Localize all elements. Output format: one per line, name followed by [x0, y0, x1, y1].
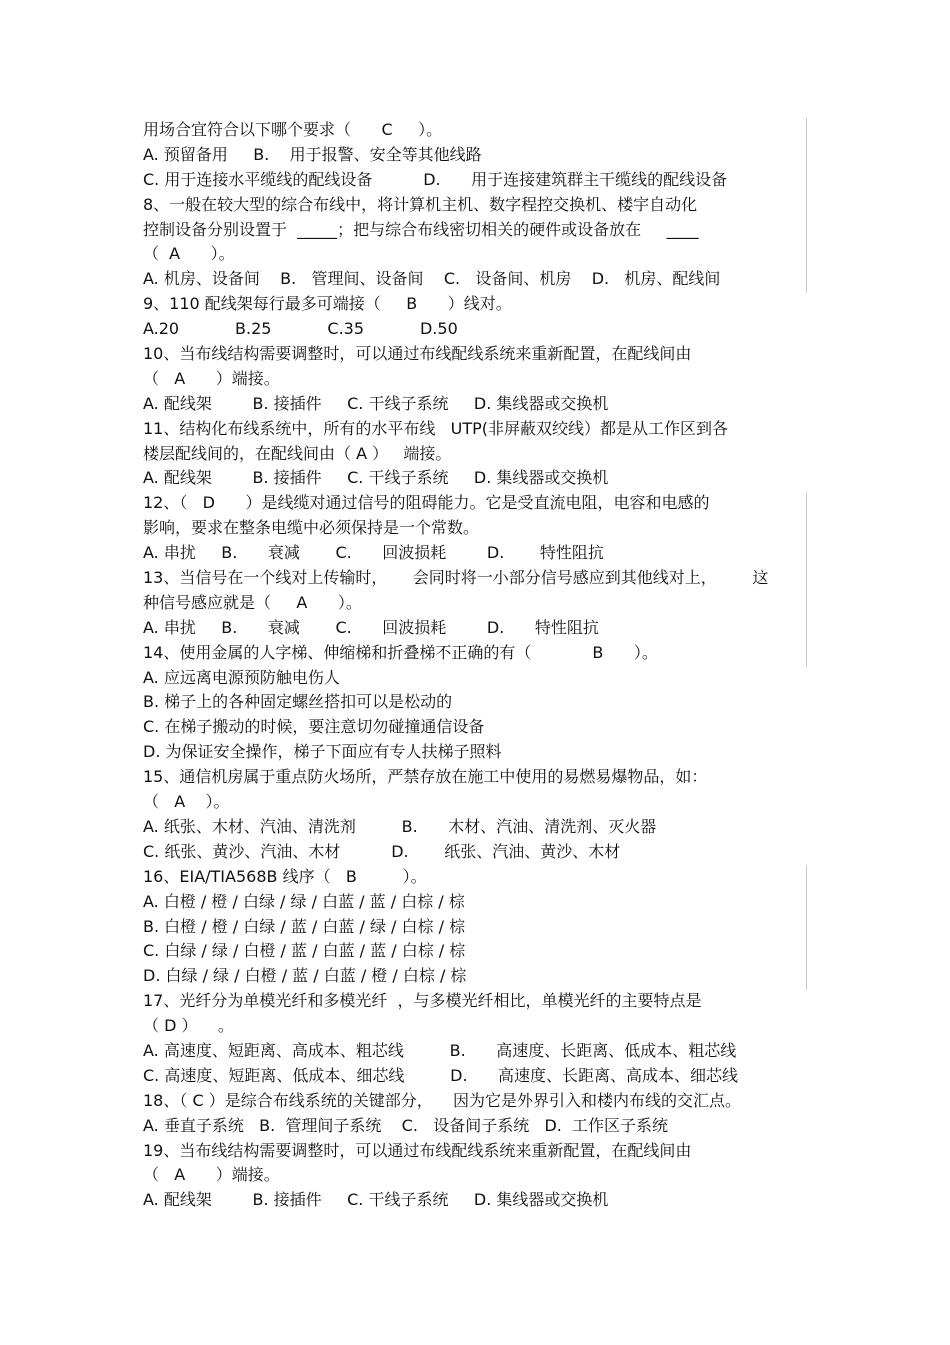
question-list [143, 118, 823, 1213]
text-line: 14、使用金属的人字梯、伸缩梯和折叠梯不正确的有（ B ）。 [143, 642, 658, 662]
text-line: （ A ）。 [143, 244, 235, 264]
text-line: （ A ）。 [143, 792, 230, 812]
text-line: C. 白绿 / 绿 / 白橙 / 蓝 / 白蓝 / 蓝 / 白棕 / 棕 [143, 941, 466, 961]
text-line: D. 为保证安全操作，梯子下面应有专人扶梯子照料 [143, 742, 502, 762]
text-line: C. 用于连接水平缆线的配线设备 D. 用于连接建筑群主干缆线的配线设备 [143, 169, 728, 189]
text-line: （ A ）端接。 [143, 1165, 280, 1185]
text-line: A. 垂直子系统 B. 管理间子系统 C. 设备间子系统 D. 工作区子系统 [143, 1115, 669, 1135]
text-line: 13、当信号在一个线对上传输时， 会同时将一小部分信号感应到其他线对上， 这 [143, 568, 769, 588]
text-line: A. 白橙 / 橙 / 白绿 / 绿 / 白蓝 / 蓝 / 白棕 / 棕 [143, 891, 465, 911]
text-line: 8、一般在较大型的综合布线中，将计算机主机、数字程控交换机、楼宇自动化 [143, 194, 698, 214]
text-line: 11、结构化布线系统中，所有的水平布线 UTP(非屏蔽双绞线）都是从工作区到各 [143, 418, 728, 438]
text-line: 用场合宜符合以下哪个要求（ C ）。 [143, 120, 443, 139]
text-line: A. 纸张、木材、汽油、清洗剂 B. 木材、汽油、清洗剂、灭火器 [143, 816, 657, 836]
text-line: A. 配线架 B. 接插件 C. 干线子系统 D. 集线器或交换机 [143, 468, 609, 488]
text-line: C. 纸张、黄沙、汽油、木材 D. 纸张、汽油、黄沙、木材 [143, 841, 621, 861]
text-line: 18、（ C ）是综合布线系统的关键部分， 因为它是外界引入和楼内布线的交汇点。 [143, 1090, 742, 1110]
text-line: 10、当布线结构需要调整时，可以通过布线配线系统来重新配置，在配线间由 [143, 344, 692, 364]
text-line: B. 梯子上的各种固定螺丝搭扣可以是松动的 [143, 692, 453, 712]
text-line: 15、通信机房属于重点防火场所，严禁存放在施工中使用的易燃易爆物品，如： [143, 767, 708, 787]
text-line: C. 高速度、短距离、低成本、细芯线 D. 高速度、长距离、高成本、细芯线 [143, 1065, 739, 1085]
text-line: 17、光纤分为单模光纤和多模光纤 ，与多模光纤相比，单模光纤的主要特点是 [143, 991, 702, 1011]
text-line: A. 应远离电源预防触电伤人 [143, 667, 340, 687]
text-line: A. 串扰 B. 衰减 C. 回波损耗 D. 特性阻抗 [143, 617, 599, 637]
text-line: 种信号感应就是（ A ）。 [143, 592, 362, 612]
text-line: A. 配线架 B. 接插件 C. 干线子系统 D. 集线器或交换机 [143, 393, 609, 413]
text-line: A. 预留备用 B. 用于报警、安全等其他线路 [143, 144, 482, 164]
text-line: （ A ）端接。 [143, 368, 280, 388]
text-line: 16、EIA/TIA568B 线序（ B ）。 [143, 866, 427, 886]
text-line: D. 白绿 / 绿 / 白橙 / 蓝 / 白蓝 / 橙 / 白棕 / 棕 [143, 966, 467, 986]
text-line: A. 串扰 B. 衰减 C. 回波损耗 D. 特性阻抗 [143, 543, 604, 563]
text-line: 影响，要求在整条电缆中必须保持是一个常数。 [143, 518, 480, 538]
text-line: （ D ） 。 [143, 1016, 234, 1036]
text-line: C. 在梯子搬动的时候，要注意切勿碰撞通信设备 [143, 717, 485, 737]
text-line: 19、当布线结构需要调整时，可以通过布线配线系统来重新配置，在配线间由 [143, 1140, 692, 1160]
text-line: B. 白橙 / 橙 / 白绿 / 蓝 / 白蓝 / 绿 / 白棕 / 棕 [143, 916, 466, 936]
text-line: 12、（ D ）是线缆对通过信号的阻碍能力。它是受直流电阻，电容和电感的 [143, 493, 710, 513]
text-line: 9、110 配线架每行最多可端接（ B ）线对。 [143, 294, 512, 314]
text-line: A. 配线架 B. 接插件 C. 干线子系统 D. 集线器或交换机 [143, 1190, 609, 1210]
text-line: A. 高速度、短距离、高成本、粗芯线 B. 高速度、长距离、低成本、粗芯线 [143, 1040, 737, 1060]
text-line: A.20 B.25 C.35 D.50 [143, 319, 458, 339]
text-line: A. 机房、设备间 B. 管理间、设备间 C. 设备间、机房 D. 机房、配线间 [143, 269, 721, 289]
text-line: 控制设备分别设置于 _____；把与综合布线密切相关的硬件或设备放在 ____ [143, 219, 699, 239]
text-line: 楼层配线间的，在配线间由（ A ） 端接。 [143, 443, 452, 463]
